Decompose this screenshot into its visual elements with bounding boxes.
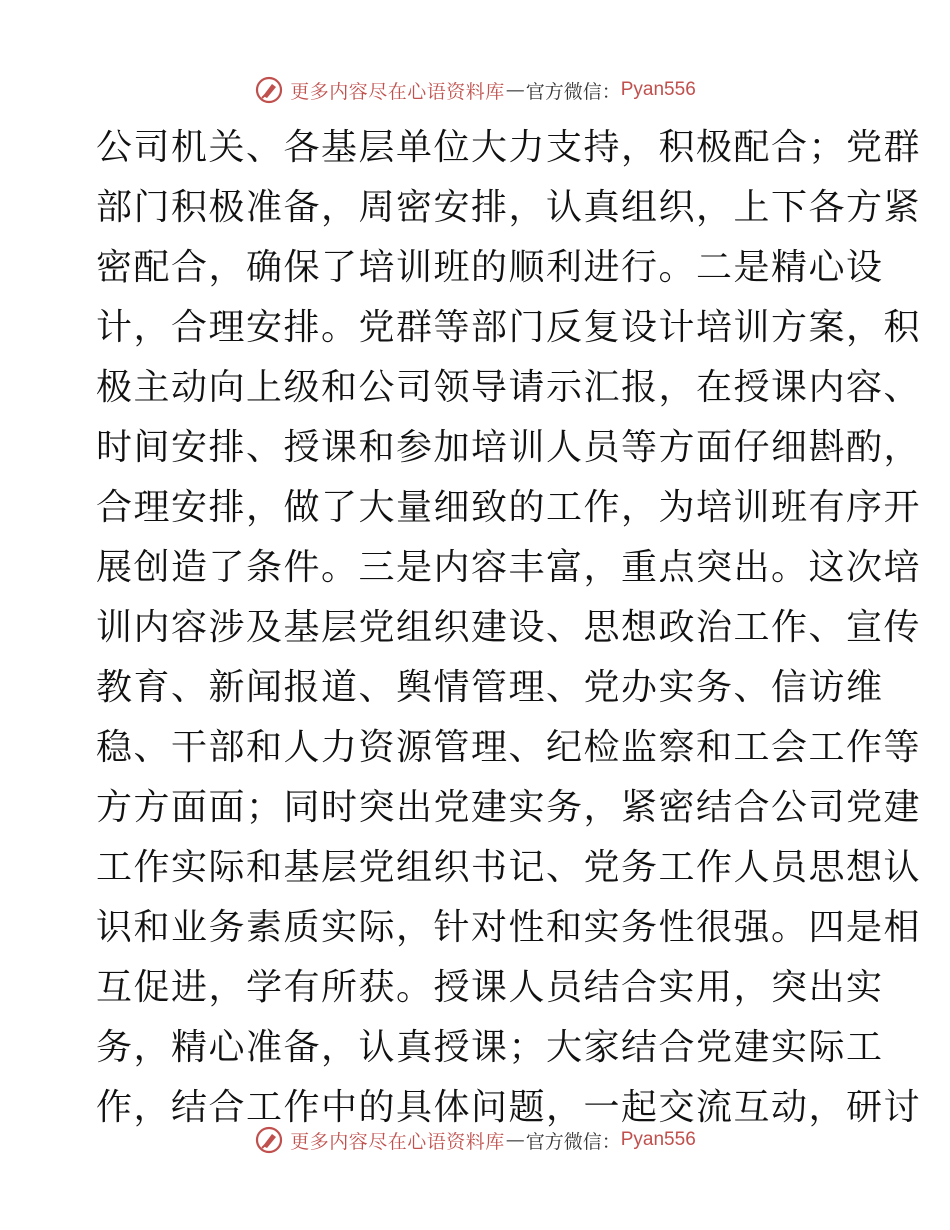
footer-watermark bbox=[0, 1120, 950, 1160]
watermark-official-label: 官方微信： bbox=[525, 80, 621, 103]
watermark-dash: — bbox=[505, 79, 525, 101]
body-line: 部门积极准备，周密安排，认真组织，上下各方紧 bbox=[96, 187, 922, 228]
document-body bbox=[96, 118, 922, 1138]
watermark-text: 更多内容尽在心语资料库 bbox=[290, 1130, 505, 1153]
body-line: 计，合理安排。党群等部门反复设计培训方案，积 bbox=[96, 307, 922, 348]
body-line: 展创造了条件。三是内容丰富，重点突出。这次培 bbox=[96, 547, 922, 588]
body-line: 稳、干部和人力资源管理、纪检监察和工会工作等 bbox=[96, 727, 922, 768]
watermark-text: 更多内容尽在心语资料库 bbox=[290, 80, 505, 103]
pen-nib-logo-icon bbox=[254, 75, 284, 105]
body-line: 训内容涉及基层党组织建设、思想政治工作、宣传 bbox=[96, 607, 922, 648]
pen-nib-logo-icon bbox=[254, 1125, 284, 1155]
body-line: 工作实际和基层党组织书记、党务工作人员思想认 bbox=[96, 847, 922, 888]
body-line: 方方面面；同时突出党建实务，紧密结合公司党建 bbox=[96, 787, 922, 828]
body-line: 教育、新闻报道、舆情管理、党办实务、信访维 bbox=[96, 667, 884, 708]
watermark-dash: — bbox=[505, 1129, 525, 1151]
body-line: 时间安排、授课和参加培训人员等方面仔细斟酌， bbox=[96, 427, 922, 468]
watermark-wechat-id: Pyan556 bbox=[620, 79, 696, 100]
header-watermark bbox=[0, 70, 950, 110]
body-line: 识和业务素质实际，针对性和实务性很强。四是相 bbox=[96, 907, 922, 948]
body-line: 公司机关、各基层单位大力支持，积极配合；党群 bbox=[96, 127, 922, 168]
body-line: 互促进，学有所获。授课人员结合实用，突出实 bbox=[96, 967, 884, 1008]
body-line: 务，精心准备，认真授课；大家结合党建实际工 bbox=[96, 1027, 884, 1068]
watermark-official-label: 官方微信： bbox=[525, 1130, 621, 1153]
watermark-wechat-id: Pyan556 bbox=[620, 1129, 696, 1150]
body-line: 极主动向上级和公司领导请示汇报，在授课内容、 bbox=[96, 367, 922, 408]
body-line: 合理安排，做了大量细致的工作，为培训班有序开 bbox=[96, 487, 922, 528]
body-line: 作，结合工作中的具体问题，一起交流互动，研讨 bbox=[96, 1087, 922, 1128]
body-line: 密配合，确保了培训班的顺利进行。二是精心设 bbox=[96, 247, 884, 288]
